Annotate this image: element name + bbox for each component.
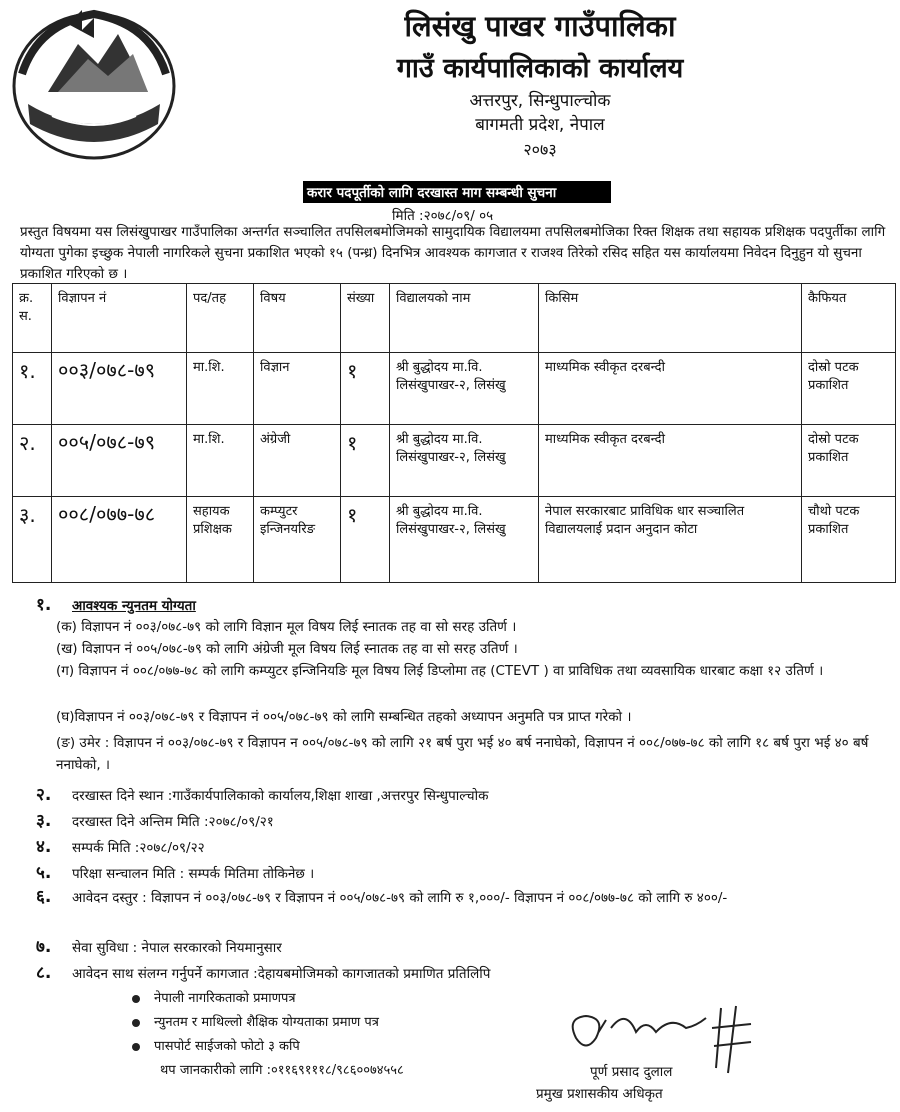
section-number: ६. bbox=[36, 887, 52, 907]
bullet-icon bbox=[132, 1043, 140, 1051]
cell-serial: ३. bbox=[13, 497, 52, 583]
notice-date: मिति :२०७८/०९/ ०५ bbox=[392, 208, 494, 224]
cell-school: श्री बुद्धोदय मा.वि. लिसंखुपाखर-२, लिसंखु bbox=[390, 353, 539, 425]
bullet-icon bbox=[132, 1019, 140, 1027]
section-4 bbox=[36, 834, 205, 857]
office-name: लिसंखु पाखर गाउँपालिका bbox=[404, 9, 676, 43]
cell-serial: १. bbox=[13, 353, 52, 425]
address-line: अत्तरपुर, सिन्धुपाल्चोक bbox=[469, 91, 611, 111]
list-item-text: नेपाली नागरिकताको प्रमाणपत्र bbox=[154, 991, 296, 1006]
section-text: सेवा सुविधा : नेपाल सरकारको नियमानुसार bbox=[72, 940, 282, 956]
signatory-title: प्रमुख प्रशासकीय अधिकृत bbox=[536, 1086, 663, 1102]
list-item-text: पासपोर्ट साईजको फोटो ३ कपि bbox=[154, 1039, 300, 1054]
cell-type: नेपाल सरकारबाट प्राविधिक धार सञ्चालित विद्यालयलाई प्रदान अनुदान कोटा bbox=[539, 497, 802, 583]
contact-info: थप जानकारीको लागि :०११६९१११८/९८६००७४५५८ bbox=[160, 1063, 404, 1078]
cell-school: श्री बुद्धोदय मा.वि. लिसंखुपाखर-२, लिसंखु bbox=[390, 425, 539, 497]
notice-title: करार पदपूर्तीको लागि दरखास्त माग सम्बन्धी सुचना bbox=[303, 181, 611, 203]
requirement-a: (क) विज्ञापन नं ००३/०७८-७९ को लागि विज्ञान मूल विषय लिई स्नातक तह वा सो सरह उतिर्ण । bbox=[56, 619, 517, 635]
bullet-icon bbox=[132, 995, 140, 1003]
requirement-b: (ख) विज्ञापन नं ००५/०७८-७९ को लागि अंग्रेजी मूल विषय लिई स्नातक तह वा सो सरह उतिर्ण । bbox=[56, 641, 518, 657]
section-text: दरखास्त दिने अन्तिम मिति :२०७८/०९/२१ bbox=[72, 814, 274, 830]
col-header: संख्या bbox=[341, 284, 390, 353]
section-7 bbox=[36, 934, 282, 957]
section-number: ३. bbox=[36, 811, 52, 831]
cell-subject: अंग्रेजी bbox=[254, 425, 341, 497]
section-number: ८. bbox=[36, 963, 52, 983]
cell-adv-no: ००३/०७८-७९ bbox=[52, 353, 187, 425]
vacancy-table bbox=[12, 283, 896, 583]
cell-post: मा.शि. bbox=[187, 353, 254, 425]
section-5 bbox=[36, 860, 314, 883]
col-header: कैफियत bbox=[802, 284, 896, 353]
requirement-c: (ग) विज्ञापन नं ००८/०७७-७८ को लागि कम्प्युटर इन्जिनियङि मूल विषय लिई डिप्लोमा तह (CTEVT ) वा प्राविधिक तथा व्यवसायिक धारबाट कक्षा १२ उतिर्ण । bbox=[56, 663, 824, 679]
section-number: ७. bbox=[36, 937, 52, 957]
cell-adv-no: ००५/०७८-७९ bbox=[52, 425, 187, 497]
section-number: ५. bbox=[36, 863, 52, 883]
cell-remarks: चौथो पटक प्रकाशित bbox=[802, 497, 896, 583]
section-text: सम्पर्क मिति :२०७८/०९/२२ bbox=[72, 840, 205, 856]
year-line: २०७३ bbox=[523, 140, 557, 159]
cell-type: माध्यमिक स्वीकृत दरबन्दी bbox=[539, 353, 802, 425]
section-6 bbox=[36, 886, 886, 909]
col-header: क्र. स. bbox=[13, 284, 52, 353]
col-header: विद्यालयको नाम bbox=[390, 284, 539, 353]
section-2 bbox=[36, 782, 488, 805]
cell-serial: २. bbox=[13, 425, 52, 497]
cell-adv-no: ००८/०७७-७८ bbox=[52, 497, 187, 583]
nepal-emblem-icon bbox=[8, 4, 180, 160]
list-item bbox=[132, 1036, 300, 1054]
table-row bbox=[13, 353, 896, 425]
office-subtitle: गाउँ कार्यपालिकाको कार्यालय bbox=[396, 53, 684, 84]
cell-count: १ bbox=[341, 425, 390, 497]
section-3 bbox=[36, 808, 274, 831]
table-row bbox=[13, 425, 896, 497]
col-header: पद/तह bbox=[187, 284, 254, 353]
signatory-name: पूर्ण प्रसाद दुलाल bbox=[590, 1064, 673, 1080]
section-number: २. bbox=[36, 785, 52, 805]
requirement-d: (घ)विज्ञापन नं ००३/०७८-७९ र विज्ञापन नं ००५/०७८-७९ को लागि सम्बन्धित तहको अध्यापन अनुमति पत्र प्राप्त गरेको । bbox=[56, 709, 632, 725]
section-8 bbox=[36, 960, 490, 983]
cell-school: श्री बुद्धोदय मा.वि. लिसंखुपाखर-२, लिसंखु bbox=[390, 497, 539, 583]
section-1-heading bbox=[36, 592, 196, 615]
cell-remarks: दोस्रो पटक प्रकाशित bbox=[802, 425, 896, 497]
cell-subject: विज्ञान bbox=[254, 353, 341, 425]
cell-type: माध्यमिक स्वीकृत दरबन्दी bbox=[539, 425, 802, 497]
notice-paragraph: प्रस्तुत विषयमा यस लिसंखुपाखर गाउँपालिका अन्तर्गत सञ्चालित तपसिलबमोजिमको सामुदायिक विद्यालयमा तपसिलबमोजिका रिक्त शिक्षक तथा सहायक प्रशिक्षक पदपुर्तीका लागि योग्यता पुगेका इच्छुक नेपाली नागरिकले सुचना प्रकाशित भएको १५ (पन्ध्र) दिनभित्र आवश्यक कागजात र राजश्व तिरेको रसिद सहित यस कार्यालयमा निवेदन दिनुहुन यो सुचना प्रकाशित गरिएको छ । bbox=[20, 224, 886, 282]
cell-post: सहायक प्रशिक्षक bbox=[187, 497, 254, 583]
section-title: आवश्यक न्युनतम योग्यता bbox=[72, 598, 196, 614]
table-row bbox=[13, 497, 896, 583]
col-header: किसिम bbox=[539, 284, 802, 353]
cell-remarks: दोस्रो पटक प्रकाशित bbox=[802, 353, 896, 425]
list-item bbox=[132, 1012, 379, 1030]
cell-count: १ bbox=[341, 353, 390, 425]
table-header-row bbox=[13, 284, 896, 353]
section-text: दरखास्त दिने स्थान :गाउँकार्यपालिकाको कार्यालय,शिक्षा शाखा ,अत्तरपुर सिन्धुपाल्चोक bbox=[72, 788, 489, 804]
section-text: परिक्षा सन्चालन मिति : सम्पर्क मितिमा तोकिनेछ । bbox=[72, 866, 315, 882]
section-text: आवेदन दस्तुर : विज्ञापन नं ००३/०७८-७९ र विज्ञापन नं ००५/०७८-७९ को लागि रु १,०००/- विज्ञापन नं ००८/०७७-७८ को लागि रु ४००/- bbox=[72, 890, 728, 906]
section-number: १. bbox=[36, 595, 52, 615]
col-header: विषय bbox=[254, 284, 341, 353]
section-text: आवेदन साथ संलग्न गर्नुपर्ने कागजात :देहायबमोजिमको कागजातको प्रमाणित प्रतिलिपि bbox=[72, 966, 491, 982]
list-item bbox=[132, 988, 296, 1006]
col-header: विज्ञापन नं bbox=[52, 284, 187, 353]
section-number: ४. bbox=[36, 837, 52, 857]
list-item-text: न्युनतम र माथिल्लो शैक्षिक योग्यताका प्रमाण पत्र bbox=[154, 1015, 379, 1030]
cell-count: १ bbox=[341, 497, 390, 583]
cell-subject: कम्प्युटर इन्जिनयरिङ bbox=[254, 497, 341, 583]
cell-post: मा.शि. bbox=[187, 425, 254, 497]
province-line: बागमती प्रदेश, नेपाल bbox=[475, 115, 605, 135]
requirement-e: (ङ) उमेर : विज्ञापन नं ००३/०७८-७९ र विज्ञापन न ००५/०७८-७९ को लागि २१ बर्ष पुरा भई ४० बर्ष ननाघेको, विज्ञापन नं ००८/०७७-७८ को लागि १८ बर्ष पुरा भई ४० बर्ष ननाघेको, । bbox=[56, 735, 869, 773]
